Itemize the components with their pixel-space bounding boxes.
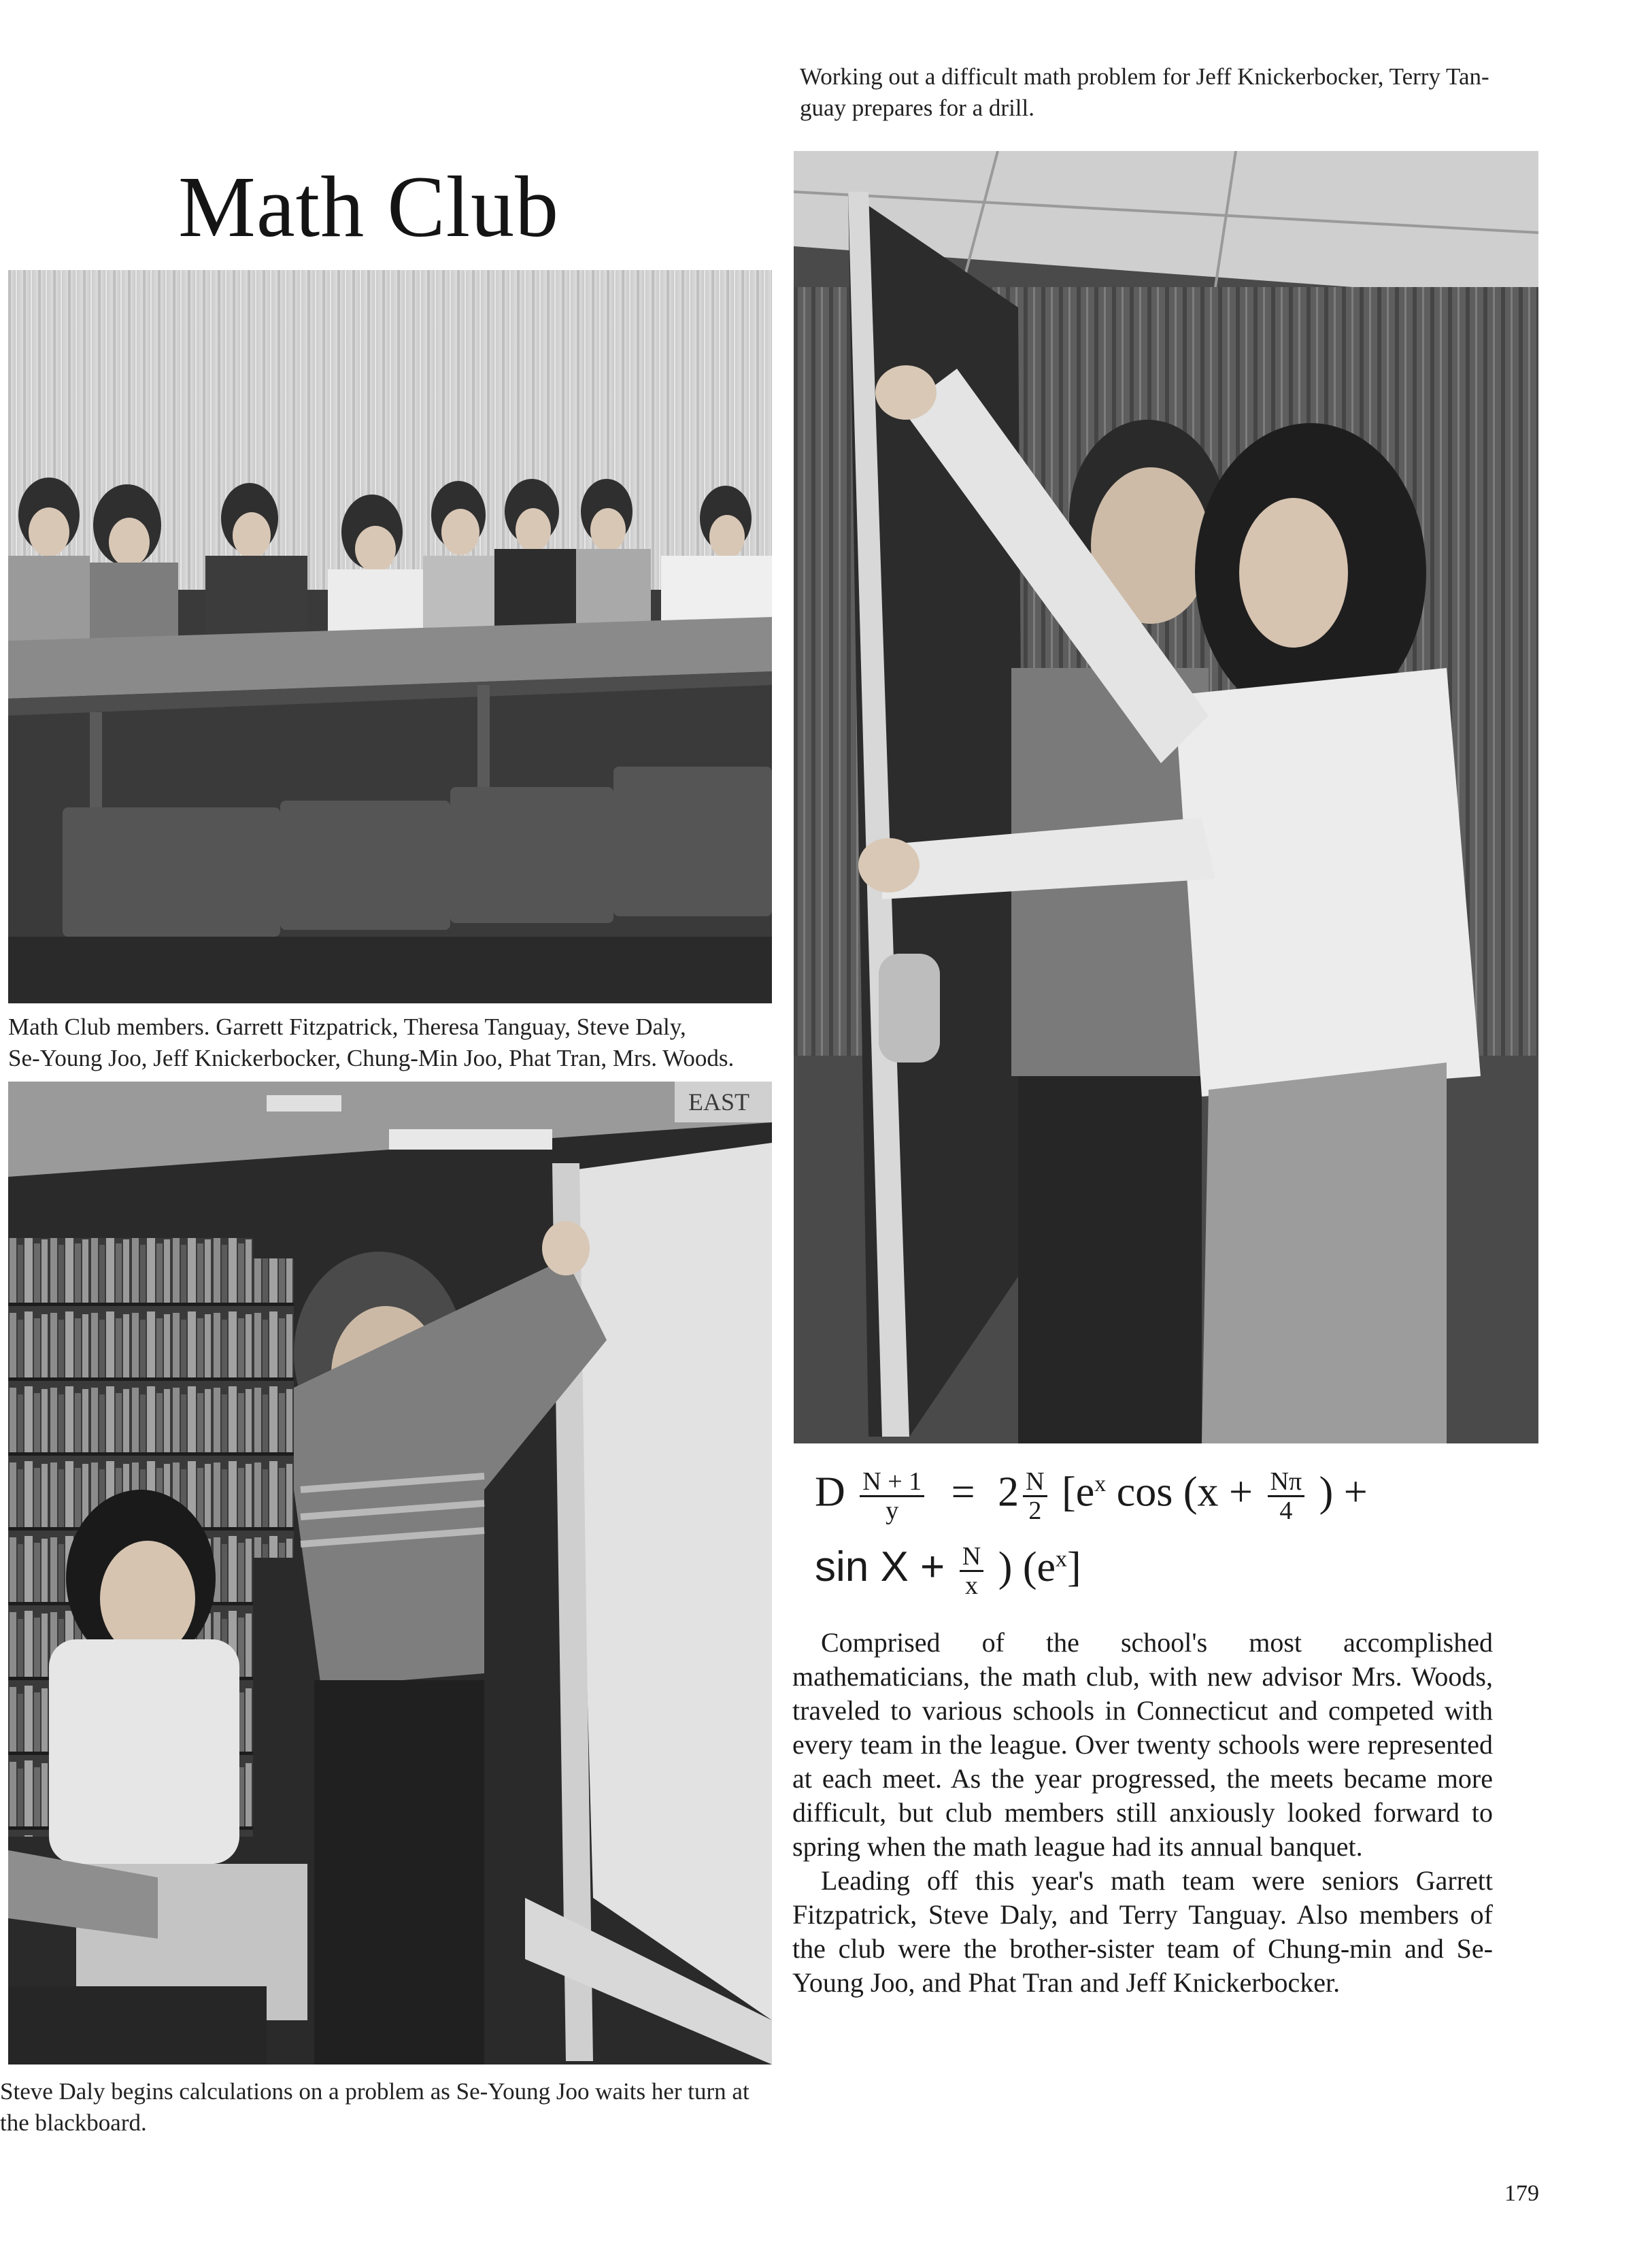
- page-title: Math Club: [178, 158, 560, 255]
- caption-top-right-line2: guay prepares for a drill.: [800, 95, 1034, 121]
- eq-fraction-1: [860, 1468, 924, 1524]
- equation-line1: [815, 1468, 1368, 1524]
- eq-fraction-3-num: Nπ: [1268, 1468, 1305, 1497]
- eq-fraction-1-num: N + 1: [860, 1468, 924, 1497]
- caption-top-right: [800, 61, 1548, 124]
- eq-close-1: ) +: [1319, 1469, 1368, 1516]
- eq-fraction-4: [960, 1543, 983, 1599]
- eq-two: 2: [998, 1469, 1019, 1516]
- eq-fraction-3: [1268, 1468, 1305, 1524]
- eq-sup-x-1: x: [1094, 1471, 1107, 1497]
- caption-top-right-line1: Working out a difficult math problem for Jeff Knickerbocker, Terry Tan-: [800, 63, 1489, 90]
- eq-close-2: ) (e: [998, 1544, 1056, 1590]
- sign-east-text: EAST: [688, 1088, 749, 1116]
- eq-fraction-2-num: N: [1023, 1468, 1047, 1497]
- eq-cos-part: cos (x +: [1116, 1469, 1253, 1516]
- photo-group-members-image: [8, 270, 772, 1003]
- article-paragraph-2: Leading off this year's math team were seniors Garrett Fitzpatrick, Steve Daly, and Terry Tanguay. Also members of the club were the brother-sister team of Chung-min and Se-Young Joo, and Phat Tran and Jeff Knickerbocker.: [792, 1865, 1493, 1998]
- eq-fraction-2-den: 2: [1028, 1497, 1042, 1525]
- caption-bottom: [0, 2076, 775, 2139]
- caption-bottom-line1: Steve Daly begins calculations on a problem as Se-Young Joo waits her turn at: [0, 2078, 749, 2105]
- math-equation: [815, 1468, 1549, 1624]
- eq-fraction-4-num: N: [960, 1543, 983, 1572]
- photo-blackboard-drill-image: [794, 151, 1538, 1443]
- photo-library-blackboard: [8, 1082, 772, 2064]
- photo-blackboard-drill: [794, 151, 1538, 1443]
- caption-bottom-line2: the blackboard.: [0, 2109, 147, 2136]
- eq-sup-x-2: x: [1056, 1546, 1068, 1572]
- photo-group-members: [8, 270, 772, 1003]
- article-paragraph-1: Comprised of the school's most accomplished mathematicians, the math club, with new advisor Mrs. Woods, traveled to various schools in Connecticut and competed with every team in the league. Over twenty schools were represented at each meet. As the year progressed, the meets became more difficult, but club members still anxiously looked forward to spring when the math league had its annual banquet.: [792, 1627, 1493, 1862]
- eq-fraction-3-den: 4: [1279, 1497, 1293, 1525]
- photo-library-blackboard-image: [8, 1082, 772, 2064]
- caption-group-line1: Math Club members. Garrett Fitzpatrick, Theresa Tanguay, Steve Daly,: [8, 1014, 686, 1040]
- eq-d: D: [815, 1469, 845, 1516]
- eq-fraction-2: [1023, 1468, 1047, 1524]
- page-number: 179: [1504, 2181, 1539, 2206]
- equation-line2: [815, 1543, 1081, 1599]
- caption-group: [8, 1012, 777, 1074]
- eq-sin-part: sin X +: [815, 1543, 945, 1590]
- caption-group-line2: Se-Young Joo, Jeff Knickerbocker, Chung-Min Joo, Phat Tran, Mrs. Woods.: [8, 1045, 735, 1071]
- article-body: [792, 1626, 1493, 2000]
- eq-equals: =: [951, 1469, 975, 1516]
- eq-end-bracket: ]: [1067, 1544, 1081, 1590]
- eq-bracket-e: [e: [1062, 1469, 1095, 1516]
- eq-fraction-4-den: x: [965, 1571, 978, 1601]
- eq-fraction-1-den: y: [886, 1497, 899, 1525]
